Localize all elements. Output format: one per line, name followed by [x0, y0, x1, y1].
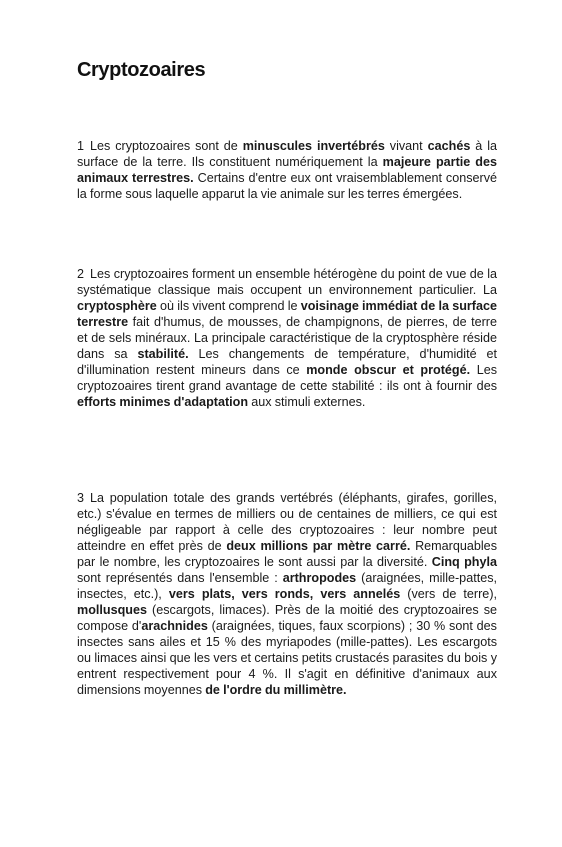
- paragraph-2: [77, 266, 497, 410]
- text-span: à la surface de la terre. Ils constituent numériquement la: [77, 139, 498, 169]
- bold-span: deux millions par mètre carré.: [226, 539, 411, 553]
- text-span: Les cryptozoaires sont de: [90, 139, 243, 153]
- bold-span: minuscules invertébrés: [242, 139, 385, 153]
- text-span: où ils vivent comprend le: [156, 299, 301, 313]
- page-title: Cryptozoaires: [77, 59, 206, 81]
- bold-span: efforts minimes d'adaptation: [77, 395, 249, 409]
- text-span: (araignées, tiques, faux scorpions) ; 30 % sont des insectes sans ailes et 15 % des myriapodes (mille-pattes). Les escargots ou limaces ainsi que les vers et certains petits crustacés parasites du bois y entrent respectivement pour 4 %. Il s'agit en définitive d'animaux aux dimensions moyennes: [77, 619, 497, 697]
- bold-span: arachnides: [141, 619, 208, 633]
- text-span: Les cryptozoaires tirent grand avantage de cette stabilité : ils ont à fournir des: [77, 363, 497, 393]
- bold-span: mollusques: [77, 603, 147, 617]
- bold-span: cachés: [427, 139, 471, 153]
- text-span: Remarquables par le nombre, les cryptozoaires le sont aussi par la diversité.: [77, 539, 497, 569]
- paragraph-3: [77, 490, 497, 698]
- text-span: sont représentés dans l'ensemble :: [77, 571, 283, 585]
- bold-span: voisinage immédiat de la surface terrestre: [77, 299, 498, 329]
- text-span: Certains d'entre eux ont vraisemblablement conservé la forme sous laquelle apparut la vie animale sur les terres émergées.: [77, 171, 498, 201]
- bold-span: arthropodes: [282, 571, 357, 585]
- text-span: Les cryptozoaires forment un ensemble hétérogène du point de vue de la systématique classique mais occupent un environnement particulier. La: [77, 267, 497, 297]
- text-span: aux stimuli externes.: [248, 395, 366, 409]
- text-span: fait d'humus, de mousses, de champignons, de pierres, de terre et de sels minéraux. La principale caractéristique de la cryptosphère réside dans sa: [77, 315, 497, 361]
- bold-span: vers plats, vers ronds, vers annelés: [168, 587, 401, 601]
- bold-span: cryptosphère: [77, 299, 157, 313]
- paragraph-1: [77, 138, 497, 202]
- text-span: (escargots, limaces). Près de la moitié des cryptozoaires se compose d': [77, 603, 497, 633]
- text-span: (araignées, mille-pattes, insectes, etc.),: [77, 571, 497, 601]
- text-span: Les changements de température, d'humidité et d'illumination restent mineurs dans ce: [77, 347, 498, 377]
- bold-span: Cinq phyla: [431, 555, 497, 569]
- text-span: (vers de terre),: [400, 587, 498, 601]
- bold-span: majeure partie des animaux terrestres.: [77, 155, 497, 185]
- bold-span: stabilité.: [137, 347, 189, 361]
- paragraph-number: 1: [77, 139, 85, 153]
- bold-span: de l'ordre du millimètre.: [205, 683, 347, 697]
- page: [77, 58, 498, 697]
- bold-span: monde obscur et protégé.: [306, 363, 471, 377]
- paragraph-number: 3: [77, 491, 85, 505]
- paragraph-number: 2: [77, 267, 85, 281]
- text-span: La population totale des grands vertébrés (éléphants, girafes, gorilles, etc.) s'évalue en termes de milliers ou de centaines de milliers, ce qui est négligeable par rapport à celle des cryptozoaires : leur nombre peut atteindre en effet près de: [77, 491, 497, 553]
- text-span: vivant: [384, 139, 428, 153]
